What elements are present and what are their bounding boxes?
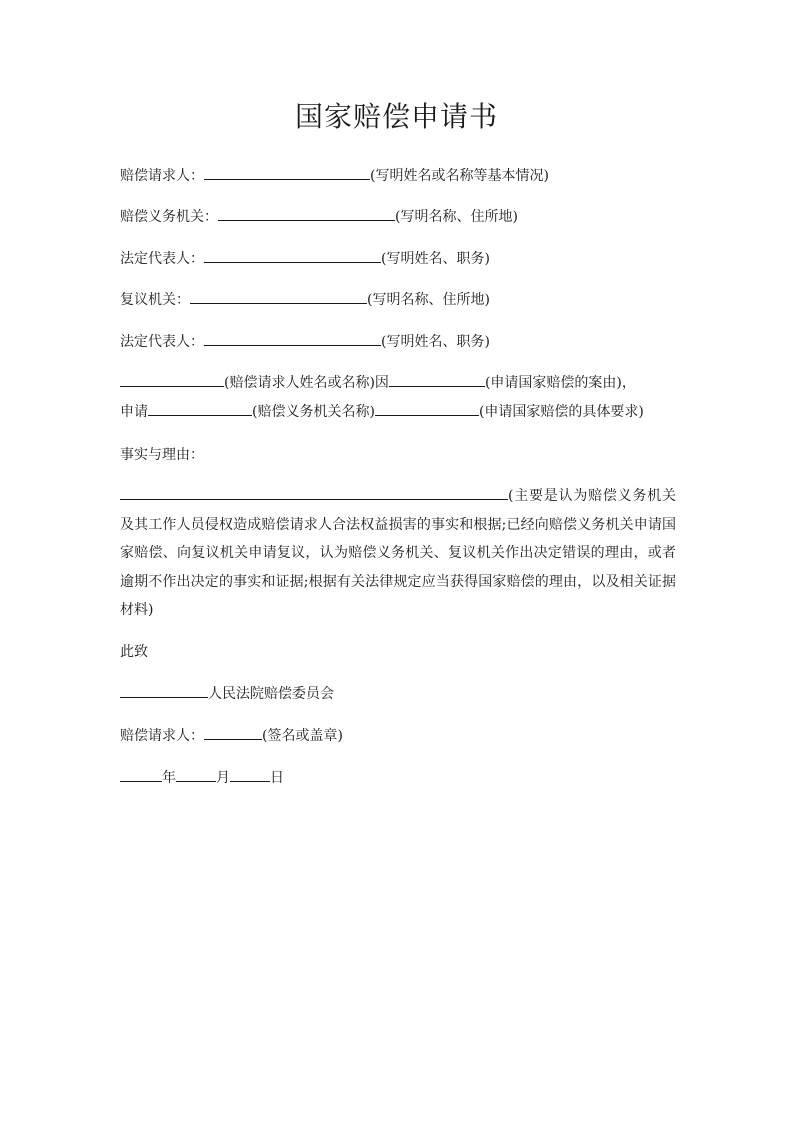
- request-line-2: [120, 398, 680, 426]
- review-label: 复议机关：: [120, 292, 190, 308]
- request-part1: (赔偿请求人姓名或名称)因: [224, 375, 389, 391]
- review-line: [120, 286, 680, 314]
- review-rep-label: 法定代表人：: [120, 334, 204, 350]
- signer-line: [120, 722, 680, 750]
- year-blank[interactable]: [120, 764, 162, 782]
- request-part3: 申请: [120, 404, 148, 420]
- salutation: 此致: [120, 644, 148, 660]
- review-note: (写明名称、住所地): [367, 292, 490, 308]
- obligor-note: (写明名称、住所地): [395, 209, 518, 225]
- signer-label: 赔偿请求人：: [120, 728, 204, 744]
- document-title: 国家赔偿申请书: [294, 100, 498, 133]
- review-rep-blank[interactable]: [204, 328, 381, 346]
- request-part4: (赔偿义务机关名称): [252, 404, 375, 420]
- facts-blank[interactable]: [120, 482, 508, 500]
- facts-body: (主要是认为赔偿义务机关及其工作人员侵权造成赔偿请求人合法权益损害的事实和根据;已经向赔偿义务机关申请国家赔偿、向复议机关申请复议，认为赔偿义务机关、复议机关作出决定错误的理由，或者逾期不作出决定的事实和证据;根据有关法律规定应当获得国家赔偿的理由，以及相关证据材料): [120, 488, 676, 618]
- obligor-name-blank[interactable]: [148, 398, 252, 416]
- review-blank[interactable]: [190, 286, 367, 304]
- obligor-rep-blank[interactable]: [204, 245, 381, 263]
- obligor-line: [120, 203, 680, 231]
- facts-heading: 事实与理由：: [120, 447, 204, 463]
- month-blank[interactable]: [176, 764, 216, 782]
- obligor-rep-note: (写明姓名、职务): [381, 251, 490, 267]
- recipient: 人民法院赔偿委员会: [208, 686, 334, 702]
- claimant-blank[interactable]: [204, 162, 370, 180]
- signature-blank[interactable]: [204, 722, 262, 740]
- obligor-rep-line: [120, 245, 680, 273]
- facts-paragraph: [120, 482, 676, 625]
- obligor-rep-label: 法定代表人：: [120, 251, 204, 267]
- review-rep-note: (写明姓名、职务): [381, 334, 490, 350]
- claimant-name-blank[interactable]: [120, 369, 224, 387]
- court-name-blank[interactable]: [120, 680, 208, 698]
- recipient-line: [120, 680, 680, 708]
- review-rep-line: [120, 328, 680, 356]
- year-label: 年: [162, 770, 176, 786]
- claimant-label: 赔偿请求人：: [120, 168, 204, 184]
- case-cause-blank[interactable]: [389, 369, 485, 387]
- request-line-1: [120, 369, 680, 397]
- month-label: 月: [216, 770, 230, 786]
- claimant-note: (写明姓名或名称等基本情况): [370, 168, 549, 184]
- claimant-line: [120, 162, 680, 190]
- obligor-label: 赔偿义务机关：: [120, 209, 218, 225]
- day-label: 日: [270, 770, 284, 786]
- date-line: [120, 764, 680, 792]
- request-part2: (申请国家赔偿的案由)，: [484, 375, 636, 391]
- day-blank[interactable]: [230, 764, 270, 782]
- request-part5: (申请国家赔偿的具体要求): [478, 404, 644, 420]
- specific-request-blank[interactable]: [375, 398, 479, 416]
- signer-note: (签名或盖章): [262, 728, 343, 744]
- obligor-blank[interactable]: [218, 203, 395, 221]
